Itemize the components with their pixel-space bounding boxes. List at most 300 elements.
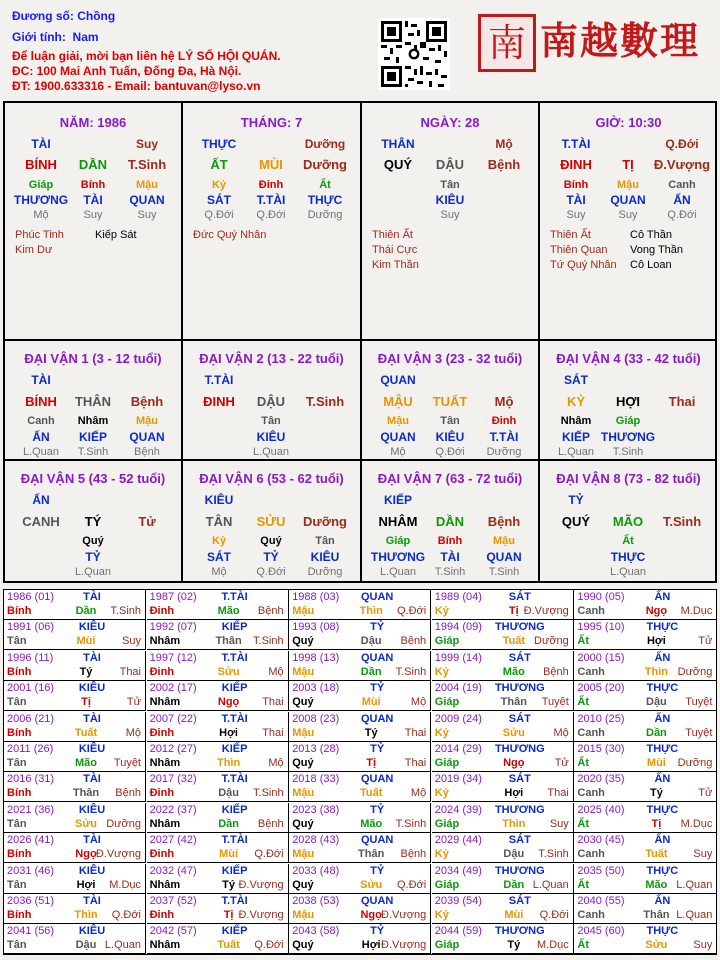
year-ten-god: ẤN: [654, 895, 671, 907]
hidden-stem: Nhâm: [77, 415, 109, 427]
year-stem: Tân: [7, 939, 27, 952]
year-label: 2026 (41): [7, 834, 55, 847]
year-life-stage: L.Quan: [104, 939, 141, 952]
year-ten-god: T.TÀI: [221, 651, 248, 664]
year-cell: [289, 772, 431, 802]
dai-van-title: ĐẠI VẬN 8 (73 - 82 tuổi): [556, 471, 701, 486]
year-branch: Tị: [81, 696, 91, 709]
year-stem: Nhâm: [149, 757, 181, 769]
year-cell: [147, 742, 289, 772]
year-ten-god: TÀI: [83, 895, 101, 907]
year-label: 1992 (07): [149, 621, 197, 634]
stem-branch: DẦN: [78, 157, 108, 172]
life-stage: Q.Đới: [667, 209, 697, 221]
year-label: 1998 (13): [292, 651, 340, 664]
year-branch: Tuất: [217, 939, 240, 952]
ten-god-label: THỰC: [201, 137, 237, 151]
year-branch: Sửu: [502, 726, 525, 739]
hidden-god: THƯƠNG: [370, 550, 426, 564]
ten-god-label: Q.Đới: [665, 137, 699, 151]
gender-value: Nam: [72, 30, 99, 44]
stem-branch: MÃO: [612, 514, 644, 529]
year-label: 2027 (42): [149, 834, 197, 847]
year-ten-god: QUAN: [360, 773, 394, 786]
year-label: 1989 (04): [434, 591, 482, 603]
spirit-star: Phúc Tinh: [15, 229, 64, 241]
hidden-god: QUAN: [129, 430, 165, 444]
year-label: 1996 (11): [7, 651, 54, 664]
spirit-star: Đức Quý Nhân: [193, 229, 267, 241]
year-life-stage: Tử: [554, 757, 569, 769]
year-cell: [147, 833, 289, 863]
year-stem: Giáp: [434, 635, 460, 648]
year-label: 2032 (47): [149, 864, 197, 877]
year-ten-god: TỶ: [370, 864, 385, 877]
year-branch: Hợi: [504, 787, 524, 800]
year-stem: Quý: [292, 757, 314, 769]
hidden-god: KIÊU: [435, 430, 465, 444]
year-cell: [432, 590, 574, 620]
year-label: 2035 (50): [577, 864, 625, 877]
year-life-stage: Dưỡng: [534, 635, 569, 648]
life-stage: Q.Đới: [256, 209, 286, 221]
year-ten-god: THỰC: [646, 803, 679, 816]
year-cell: [432, 894, 574, 924]
year-cell: [4, 681, 146, 711]
stem-branch: QUÝ: [383, 157, 413, 172]
year-label: 2017 (32): [149, 773, 197, 786]
year-label: 1988 (03): [292, 591, 340, 603]
dai-van-cell: [5, 461, 181, 583]
year-stem: Bính: [7, 665, 32, 678]
year-ten-god: TỶ: [370, 743, 385, 755]
year-life-stage: M.Dục: [680, 817, 713, 830]
hidden-stem: Ất: [622, 535, 634, 547]
year-label: 2040 (55): [577, 895, 625, 907]
subject-label: Đương số:: [12, 9, 74, 23]
year-branch: Hợi: [361, 939, 381, 952]
year-branch: Tý: [222, 878, 236, 891]
year-cell: [289, 864, 431, 894]
dai-van-title: ĐẠI VẬN 4 (33 - 42 tuổi): [556, 351, 701, 366]
gender-line: [12, 30, 99, 44]
hidden-stem: Mậu: [136, 415, 158, 427]
stem-branch: BÍNH: [25, 157, 57, 172]
year-stem: Kỷ: [434, 605, 449, 617]
year-ten-god: KIÊU: [78, 621, 106, 634]
hidden-god: THỰC: [307, 193, 343, 207]
stem-branch: SỬU: [256, 514, 286, 529]
hidden-stem: Quý: [82, 535, 104, 547]
year-ten-god: KIẾP: [221, 925, 248, 938]
year-life-stage: Bệnh: [400, 848, 427, 861]
year-label: 2003 (18): [292, 682, 340, 695]
year-ten-god: ẤN: [654, 773, 671, 786]
year-cell: [574, 590, 716, 620]
year-branch: Tý: [79, 665, 93, 678]
year-stem: Ất: [577, 635, 589, 648]
year-label: 2036 (51): [7, 895, 55, 907]
year-cell: [574, 864, 716, 894]
hidden-god: QUAN: [380, 430, 416, 444]
stem-branch: Bệnh: [487, 514, 521, 529]
year-stem: Nhâm: [149, 635, 181, 648]
hidden-stem: Nhâm: [560, 415, 592, 427]
year-stem: Kỷ: [434, 726, 449, 739]
year-stem: Kỷ: [434, 909, 449, 921]
year-life-stage: Đ.Vượng: [238, 909, 284, 921]
year-label: 2018 (33): [292, 773, 340, 786]
year-branch: Sửu: [645, 939, 668, 952]
year-stem: Đinh: [149, 848, 175, 861]
chart-grid: [3, 101, 717, 583]
year-ten-god: T.TÀI: [221, 834, 248, 847]
hidden-god: THỰC: [610, 550, 646, 564]
year-life-stage: T.Sinh: [395, 817, 427, 830]
year-life-stage: Đ.Vượng: [523, 605, 569, 617]
year-stem: Kỷ: [434, 665, 449, 678]
hidden-god: ẤN: [32, 430, 50, 444]
ten-god-label: TÀI: [31, 373, 51, 387]
hidden-stem: Mậu: [387, 415, 409, 427]
year-cell: [4, 772, 146, 802]
ten-god-label: ẤN: [32, 493, 50, 507]
year-label: 2001 (16): [7, 682, 55, 695]
ten-god-label: KIÊU: [204, 493, 234, 507]
hidden-god: TỶ: [263, 550, 279, 564]
year-life-stage: T.Sinh: [253, 635, 284, 648]
year-label: 2016 (31): [7, 773, 55, 786]
life-stage: Mộ: [390, 446, 406, 458]
life-stage: Suy: [83, 209, 103, 221]
year-label: 2013 (28): [292, 743, 340, 755]
year-stem: Canh: [577, 909, 605, 921]
year-branch: Ngọ: [360, 909, 382, 921]
year-stem: Bính: [7, 787, 32, 800]
year-cell: [574, 772, 716, 802]
year-stem: Đinh: [149, 605, 175, 617]
year-ten-god: TỶ: [370, 621, 385, 634]
year-stem: Tân: [7, 757, 27, 769]
year-stem: Nhâm: [149, 939, 181, 952]
stem-branch: T.Sinh: [305, 394, 345, 409]
year-ten-god: QUAN: [360, 834, 394, 847]
life-stage: L.Quan: [22, 446, 60, 458]
year-cell: [4, 803, 146, 833]
year-ten-god: QUAN: [360, 712, 394, 725]
year-stem: Mậu: [292, 848, 315, 861]
year-cell: [574, 803, 716, 833]
year-label: 1986 (01): [7, 591, 55, 603]
stem-branch: MÙI: [259, 157, 283, 172]
year-label: 2030 (45): [577, 834, 625, 847]
year-cell: [289, 924, 431, 954]
spirit-star: Kiếp Sát: [95, 229, 137, 241]
year-label: 2025 (40): [577, 803, 625, 816]
hidden-stem: Mậu: [136, 179, 158, 191]
hidden-stem: Canh: [668, 179, 696, 191]
year-branch: Tị: [366, 757, 377, 769]
year-ten-god: ẤN: [654, 834, 671, 847]
year-label: 2020 (35): [577, 773, 625, 786]
year-cell: [432, 772, 574, 802]
year-life-stage: Dưỡng: [106, 817, 141, 830]
year-ten-god: KIÊU: [78, 803, 106, 816]
year-ten-god: SÁT: [508, 834, 531, 847]
ten-god-label: Mộ: [495, 137, 513, 151]
ten-god-label: Suy: [135, 137, 158, 151]
year-ten-god: ẤN: [654, 651, 671, 664]
hidden-stem: Giáp: [615, 415, 641, 427]
pillar-cell: [183, 103, 360, 339]
dai-van-title: ĐẠI VẬN 5 (43 - 52 tuổi): [20, 471, 166, 486]
year-cell: [4, 590, 146, 620]
year-life-stage: L.Quan: [676, 878, 713, 891]
year-branch: Thân: [643, 909, 670, 921]
year-stem: Giáp: [434, 817, 460, 830]
year-ten-god: QUAN: [360, 651, 394, 664]
life-stage: Dưỡng: [486, 446, 522, 458]
hidden-god: SÁT: [207, 550, 231, 564]
pillar-title: GIỜ: 10:30: [595, 115, 662, 130]
stem-branch: TỊ: [622, 157, 634, 172]
year-stem: Quý: [292, 878, 314, 891]
year-branch: Tuất: [359, 787, 383, 800]
stem-branch: Bệnh: [487, 157, 521, 172]
hidden-god: T.TÀI: [489, 430, 519, 444]
hidden-god: THƯƠNG: [13, 193, 69, 207]
brand-logo: 南越數理: [540, 18, 701, 63]
year-branch: Thìn: [502, 817, 526, 830]
year-ten-god: THƯƠNG: [494, 803, 545, 816]
life-stage: L.Quan: [379, 566, 417, 578]
stem-branch: Đ.Vượng: [653, 157, 711, 172]
year-cell: [432, 803, 574, 833]
year-branch: Tị: [223, 909, 234, 921]
year-label: 2033 (48): [292, 864, 340, 877]
year-life-stage: Tuyệt: [685, 726, 713, 739]
year-ten-god: QUAN: [360, 591, 394, 603]
year-stem: Canh: [577, 787, 605, 800]
year-label: 2037 (52): [149, 895, 197, 907]
year-label: 2042 (57): [149, 925, 197, 938]
year-cell: [147, 681, 289, 711]
year-stem: Kỷ: [434, 848, 449, 861]
year-ten-god: THỰC: [646, 682, 679, 695]
life-stage: L.Quan: [252, 446, 290, 458]
ten-god-label: TÀI: [31, 137, 51, 151]
dai-van-cell: [183, 341, 360, 459]
year-ten-god: SÁT: [508, 651, 531, 664]
year-life-stage: T.Sinh: [538, 848, 569, 861]
year-branch: Dậu: [646, 696, 667, 709]
hidden-god: TÀI: [566, 193, 586, 207]
year-stem: Ất: [577, 939, 589, 952]
life-stage: Suy: [137, 209, 157, 221]
year-stem: Mậu: [292, 787, 315, 800]
stem-branch: TUẤT: [432, 394, 468, 409]
year-ten-god: KIẾP: [221, 682, 248, 695]
hidden-stem: Đinh: [491, 415, 517, 427]
year-stem: Nhâm: [149, 878, 181, 891]
year-label: 2005 (20): [577, 682, 625, 695]
pillar-title: THÁNG: 7: [240, 115, 303, 130]
year-life-stage: Tuyệt: [541, 696, 569, 709]
year-branch: Thân: [500, 696, 527, 709]
year-stem: Mậu: [292, 726, 315, 739]
year-ten-god: THỰC: [646, 864, 679, 877]
year-branch: Mùi: [76, 635, 96, 648]
year-ten-god: SÁT: [508, 895, 531, 907]
year-cell: [574, 742, 716, 772]
year-ten-god: TỶ: [370, 925, 385, 938]
life-stage: Q.Đới: [435, 446, 465, 458]
year-life-stage: Q.Đới: [396, 605, 427, 617]
year-label: 2041 (56): [7, 925, 55, 938]
year-label: 2043 (58): [292, 925, 340, 938]
year-life-stage: Bệnh: [543, 665, 569, 678]
year-stem: Ất: [577, 817, 589, 830]
year-branch: Tuất: [74, 726, 98, 739]
year-stem: Bính: [7, 726, 32, 739]
hidden-stem: Tân: [315, 535, 335, 547]
hidden-god: T.TÀI: [256, 193, 286, 207]
hidden-god: TÀI: [83, 193, 103, 207]
hidden-stem: Tân: [440, 179, 460, 191]
year-stem: Mậu: [292, 605, 315, 617]
year-label: 2034 (49): [434, 864, 482, 877]
hidden-god: KIÊU: [256, 430, 286, 444]
year-cell: [432, 651, 574, 681]
year-stem: Canh: [577, 665, 605, 678]
year-ten-god: KIẾP: [221, 743, 248, 755]
year-cell: [147, 620, 289, 650]
hidden-stem: Giáp: [28, 179, 54, 191]
year-stem: Canh: [577, 848, 605, 861]
year-life-stage: Suy: [122, 635, 141, 648]
year-stem: Tân: [7, 878, 27, 891]
year-cell: [4, 864, 146, 894]
year-cell: [574, 681, 716, 711]
year-cell: [4, 924, 146, 954]
year-cell: [4, 742, 146, 772]
year-stem: Nhâm: [149, 696, 181, 709]
year-ten-god: KIÊU: [78, 864, 106, 877]
spirit-star: Kim Dư: [15, 244, 53, 256]
year-branch: Dậu: [503, 848, 525, 861]
year-ten-god: SÁT: [508, 591, 531, 603]
year-life-stage: Đ.Vượng: [95, 848, 141, 861]
ten-god-label: Dưỡng: [304, 137, 346, 151]
year-life-stage: Mộ: [125, 726, 141, 739]
year-label: 1991 (06): [7, 621, 55, 634]
stem-branch: Thai: [668, 394, 696, 409]
hidden-god: KIẾP: [78, 430, 107, 444]
year-ten-god: T.TÀI: [221, 591, 248, 603]
seal-stamp-icon: 南: [478, 14, 536, 72]
year-stem: Giáp: [434, 878, 460, 891]
life-stage: L.Quan: [74, 566, 112, 578]
year-cell: [432, 864, 574, 894]
year-stem: Canh: [577, 605, 605, 617]
year-stem: Kỷ: [434, 787, 449, 800]
life-stage: T.Sinh: [434, 566, 466, 578]
year-label: 2009 (24): [434, 712, 482, 725]
stem-branch: CANH: [22, 514, 60, 529]
year-label: 1990 (05): [577, 591, 625, 603]
life-stage: Dưỡng: [307, 209, 343, 221]
year-branch: Dần: [646, 726, 667, 739]
year-label: 2039 (54): [434, 895, 482, 907]
year-life-stage: M.Dục: [680, 605, 713, 617]
year-branch: Mão: [502, 665, 525, 678]
year-life-stage: Đ.Vượng: [381, 909, 427, 921]
year-life-stage: Suy: [549, 817, 569, 830]
year-branch: Mão: [645, 878, 668, 891]
stem-branch: Bệnh: [130, 394, 164, 409]
year-label: 2006 (21): [7, 712, 55, 725]
stem-branch: T.Sinh: [662, 514, 702, 529]
stem-branch: ĐINH: [203, 394, 235, 409]
year-life-stage: Suy: [693, 939, 713, 952]
hidden-god: THƯƠNG: [600, 430, 656, 444]
year-branch: Tý: [649, 787, 663, 800]
year-branch: Tý: [364, 726, 378, 739]
dai-van-cell: [362, 341, 538, 459]
year-cell: [4, 894, 146, 924]
year-label: 1994 (09): [434, 621, 482, 634]
year-branch: Hợi: [219, 726, 238, 739]
year-cell: [574, 894, 716, 924]
year-branch: Dần: [218, 817, 239, 830]
year-label: 2045 (60): [577, 925, 625, 938]
year-branch: Tị: [651, 817, 662, 830]
phone-email-line[interactable]: ĐT: 1900.633316 - Email: bantuvan@lyso.vn: [12, 79, 261, 93]
year-ten-god: KIÊU: [78, 743, 106, 755]
hidden-god: QUAN: [129, 193, 165, 207]
year-label: 2038 (53): [292, 895, 340, 907]
year-stem: Ất: [577, 696, 589, 709]
year-label: 2014 (29): [434, 743, 482, 755]
year-label: 2021 (36): [7, 803, 55, 816]
hidden-stem: Tân: [440, 415, 460, 427]
year-cell: [147, 803, 289, 833]
year-life-stage: T.Sinh: [395, 665, 427, 678]
year-branch: Dậu: [75, 939, 97, 952]
stem-branch: T.Sinh: [127, 157, 167, 172]
dai-van-title: ĐẠI VẬN 1 (3 - 12 tuổi): [24, 351, 162, 366]
year-cell: [289, 620, 431, 650]
year-life-stage: Suy: [693, 848, 713, 861]
year-ten-god: ẤN: [654, 591, 671, 603]
ten-god-label: T.TÀI: [561, 137, 591, 151]
year-cell: [4, 712, 146, 742]
year-ten-god: KIẾP: [221, 803, 248, 816]
year-cell: [147, 772, 289, 802]
subject-line: [12, 9, 115, 23]
year-ten-god: TỶ: [370, 803, 385, 816]
stem-branch: DẦN: [435, 514, 465, 529]
year-life-stage: Dưỡng: [677, 665, 713, 678]
year-life-stage: Tử: [126, 696, 141, 709]
spirit-star: Thiên Quan: [550, 244, 608, 256]
year-cell: [289, 681, 431, 711]
year-branch: Thân: [215, 635, 242, 648]
year-stem: Tân: [7, 817, 27, 830]
year-ten-god: THƯƠNG: [494, 925, 545, 938]
year-branch: Thân: [358, 848, 385, 861]
dai-van-title: ĐẠI VẬN 6 (53 - 62 tuổi): [199, 471, 344, 486]
